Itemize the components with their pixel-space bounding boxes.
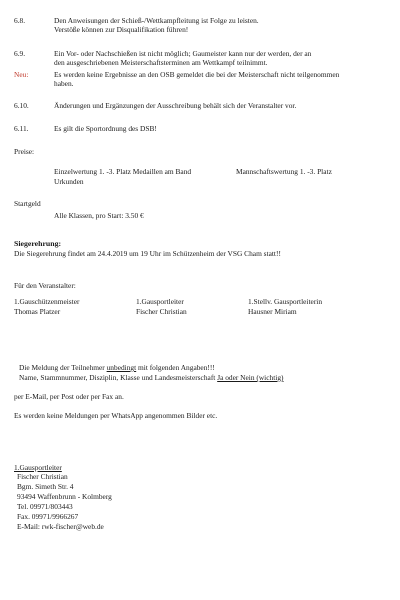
contact-line: 93494 Waffenbrunn - Kolmberg	[17, 492, 112, 501]
einzelwertung-text: Einzelwertung 1. -3. Platz Medaillen am Band	[54, 167, 192, 176]
item-number: 6.8.	[14, 16, 26, 25]
item-text: den ausgeschriebenen Meisterschaftsterminen am Wettkampf teilnimmt.	[54, 58, 268, 67]
underlined-text: Ja oder Nein (wichtig)	[217, 373, 284, 382]
siegerehrung-text: Die Siegerehrung findet am 24.4.2019 um 19 Uhr im Schützenheim der VSG Cham statt!!	[14, 249, 281, 258]
meldung-line: Die Meldung der Teilnehmer unbedingt mit folgenden Angaben!!!	[19, 363, 215, 372]
meldung-line: Es werden keine Meldungen per WhatsApp angenommen Bilder etc.	[14, 411, 218, 420]
signer-name: Thomas Platzer	[14, 307, 61, 316]
contact-line: Fischer Christian	[17, 472, 68, 481]
veranstalter-label: Für den Veranstalter:	[14, 281, 76, 290]
urkunden-text: Urkunden	[54, 177, 84, 186]
signer-role: 1.Gauschützenmeister	[14, 297, 80, 306]
contact-email-line: E-Mail: rwk-fischer@web.de	[17, 522, 104, 531]
contact-line: Tel. 09971/803443	[17, 502, 73, 511]
item-text: Änderungen und Ergänzungen der Ausschreibung behält sich der Veranstalter vor.	[54, 101, 297, 110]
item-number: 6.11.	[14, 124, 29, 133]
signer-name: Hausner Miriam	[248, 307, 297, 316]
contact-line: Fax. 09971/9966267	[17, 512, 79, 521]
new-marker: Neu:	[14, 70, 29, 79]
signer-role: 1.Stellv. Gausportleiterin	[248, 297, 323, 306]
item-text: Es werden keine Ergebnisse an den OSB gemeldet die bei der Meisterschaft nicht teilgenommen	[54, 70, 340, 79]
item-text: Ein Vor- oder Nachschießen ist nicht möglich; Gaumeister kann nur der werden, der an	[54, 49, 312, 58]
mannschaftswertung-text: Mannschaftswertung 1. -3. Platz	[236, 167, 332, 176]
item-number: 6.10.	[14, 101, 29, 110]
signer-name: Fischer Christian	[136, 307, 187, 316]
meldung-line: per E-Mail, per Post oder per Fax an.	[14, 392, 124, 401]
item-text: haben.	[54, 79, 74, 88]
siegerehrung-heading: Siegerehrung:	[14, 239, 62, 248]
item-text: Es gilt die Sportordnung des DSB!	[54, 124, 157, 133]
underlined-text: unbedingt	[106, 363, 137, 372]
contact-title: 1.Gausportleiter	[14, 463, 62, 472]
item-text: Verstöße können zur Disqualifikation führen!	[54, 25, 189, 34]
item-text: Den Anweisungen der Schieß-/Wettkampfleitung ist Folge zu leisten.	[54, 16, 259, 25]
startgeld-text: Alle Klassen, pro Start: 3.50 €	[54, 211, 144, 220]
contact-line: Bgm. Simeth Str. 4	[17, 482, 74, 491]
meldung-line: Name, Stammnummer, Disziplin, Klasse und Landesmeisterschaft Ja oder Nein (wichtig)	[19, 373, 284, 382]
item-number: 6.9.	[14, 49, 26, 58]
preise-label: Preise:	[14, 147, 35, 156]
startgeld-label: Startgeld	[14, 199, 41, 208]
signer-role: 1.Gausportleiter	[136, 297, 184, 306]
